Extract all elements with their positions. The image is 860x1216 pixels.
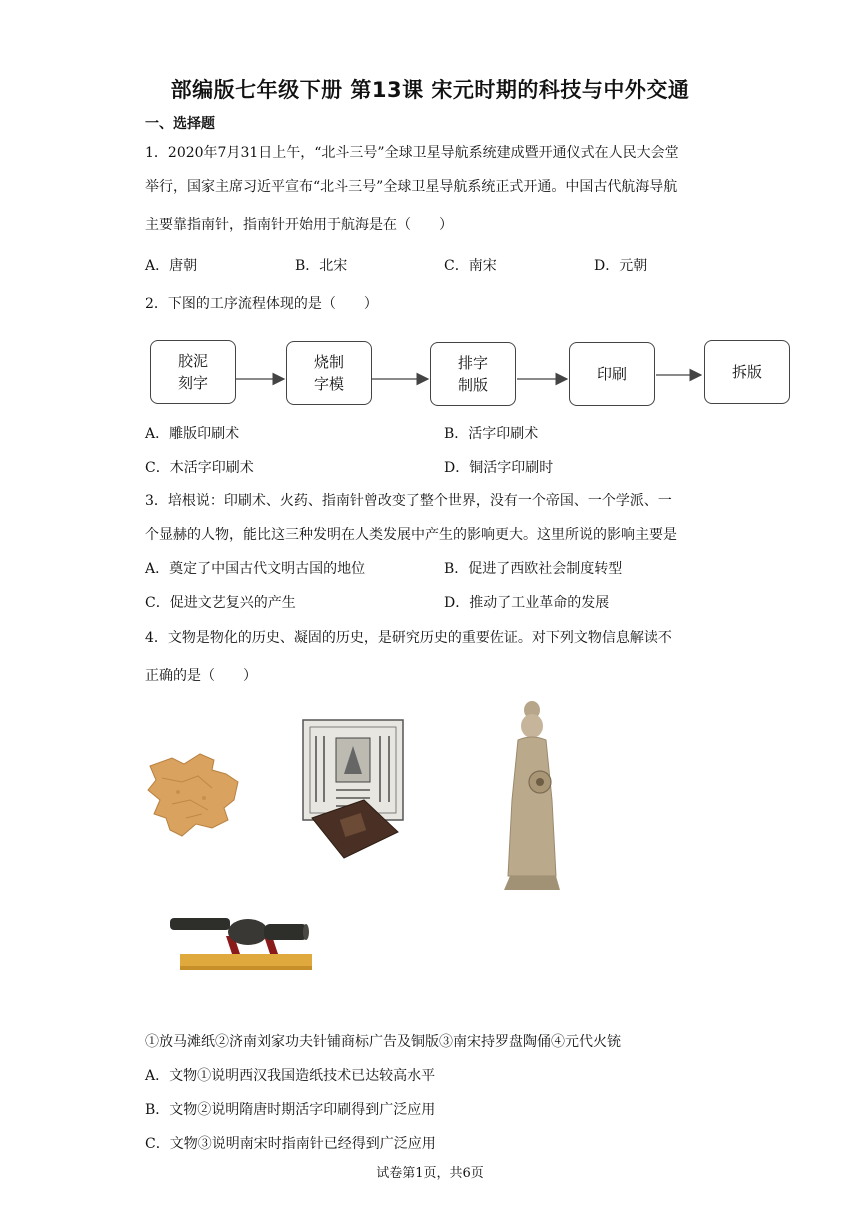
q4-stem-line-1: 4．文物是物化的历史、凝固的历史，是研究历史的重要佐证。对下列文物信息解读不 xyxy=(145,630,672,646)
q2-option-d[interactable]: D．铜活字印刷时 xyxy=(444,460,554,476)
q1-option-d[interactable]: D．元朝 xyxy=(594,258,648,274)
page-title: 部编版七年级下册 第13课 宋元时期的科技与中外交通 xyxy=(170,78,690,102)
flow-step-3-line-2: 制版 xyxy=(457,376,488,394)
page-footer: 试卷第1页，共6页 xyxy=(376,1166,484,1181)
q4-option-c[interactable]: C．文物③说明南宋时指南针已经得到广泛应用 xyxy=(145,1136,436,1152)
flow-step-2-line-2: 字模 xyxy=(313,375,344,393)
q4-stem-line-2: 正确的是（ ） xyxy=(145,668,257,684)
needle-shop-ad-image xyxy=(300,718,406,866)
flow-step-1-line-1: 胶泥 xyxy=(177,352,208,370)
flow-step-1-line-2: 刻字 xyxy=(177,374,208,392)
q2-option-c[interactable]: C．木活字印刷术 xyxy=(145,460,254,476)
flow-step-2-line-1: 烧制 xyxy=(313,353,344,371)
q3-option-a[interactable]: A．奠定了中国古代文明古国的地位 xyxy=(145,561,366,577)
flow-step-2 xyxy=(286,341,372,405)
flow-step-1 xyxy=(150,340,236,404)
q3-option-c[interactable]: C．促进文艺复兴的产生 xyxy=(145,595,296,611)
flow-step-4-label: 印刷 xyxy=(596,365,627,383)
q1-stem-line-1: 1．2020年7月31日上午，“北斗三号”全球卫星导航系统建成暨开通仪式在人民大会堂 xyxy=(145,145,679,161)
flow-step-5 xyxy=(704,340,790,404)
q4-option-a[interactable]: A．文物①说明西汉我国造纸技术已达较高水平 xyxy=(145,1068,436,1084)
q4-option-b[interactable]: B．文物②说明隋唐时期活字印刷得到广泛应用 xyxy=(145,1102,436,1118)
fangmatan-paper-image xyxy=(142,748,242,840)
q4-artifact-caption: ①放马滩纸②济南刘家功夫针铺商标广告及铜版③南宋持罗盘陶俑④元代火铳 xyxy=(145,1034,621,1050)
q3-stem-line-1: 3．培根说：印刷术、火药、指南针曾改变了整个世界，没有一个帝国、一个学派、一 xyxy=(145,493,672,509)
q1-stem-line-2: 举行，国家主席习近平宣布“北斗三号”全球卫星导航系统正式开通。中国古代航海导航 xyxy=(145,179,678,195)
q2-stem: 2．下图的工序流程体现的是（ ） xyxy=(145,296,378,312)
compass-figurine-image xyxy=(496,700,566,894)
q2-option-a[interactable]: A．雕版印刷术 xyxy=(145,426,240,442)
flow-step-4 xyxy=(569,342,655,406)
q3-stem-line-2: 个显赫的人物，能比这三种发明在人类发展中产生的影响更大。这里所说的影响主要是 xyxy=(145,527,677,543)
flow-step-3-line-1: 排字 xyxy=(457,354,488,372)
q1-option-c[interactable]: C．南宋 xyxy=(444,258,497,274)
yuan-fire-lance-image xyxy=(168,910,314,974)
section-heading: 一、选择题 xyxy=(145,116,215,132)
q2-option-b[interactable]: B．活字印刷术 xyxy=(444,426,539,442)
q1-option-a[interactable]: A．唐朝 xyxy=(145,258,198,274)
q1-stem-line-3: 主要靠指南针，指南针开始用于航海是在（ ） xyxy=(145,217,453,233)
q1-option-b[interactable]: B．北宋 xyxy=(295,258,348,274)
flow-step-5-label: 拆版 xyxy=(731,363,762,381)
flow-step-3 xyxy=(430,342,516,406)
q3-option-d[interactable]: D．推动了工业革命的发展 xyxy=(444,595,610,611)
q3-option-b[interactable]: B．促进了西欧社会制度转型 xyxy=(444,561,623,577)
